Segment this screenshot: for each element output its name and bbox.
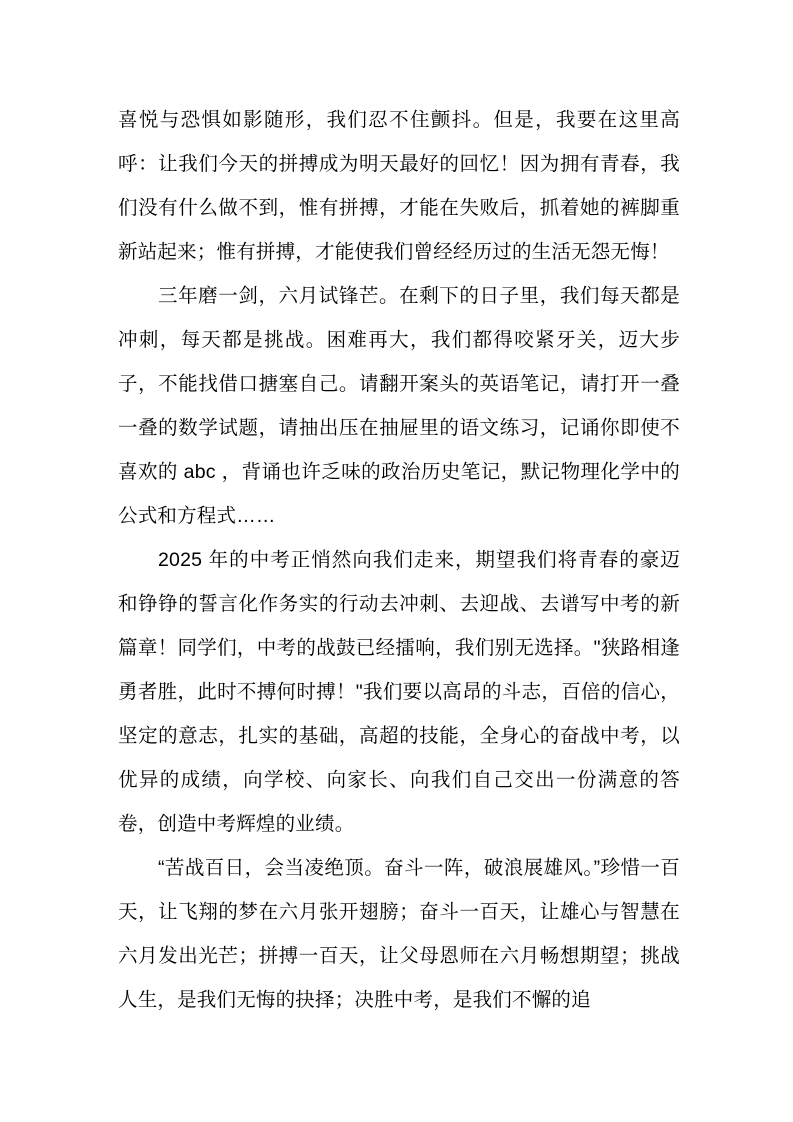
paragraph: 三年磨一剑，六月试锋芒。在剩下的日子里，我们每天都是冲刺，每天都是挑战。困难再大，我们都得咬紧牙关，迈大步子，不能找借口搪塞自己。请翻开案头的英语笔记，请打开一叠一叠的数学试题，请抽出压在抽屉里的语文练习，记诵你即使不喜欢的 abc ，背诵也许乏味的政治历史笔记，默记物理化学中的公式和方程式…… <box>118 285 680 527</box>
paragraph: 2025 年的中考正悄然向我们走来，期望我们将青春的豪迈和铮铮的誓言化作务实的行动去冲刺、去迎战、去谱写中考的新篇章！同学们，中考的战鼓已经擂响，我们别无选择。"狭路相逢勇者胜，此时不搏何时搏！"我们要以高昂的斗志，百倍的信心，坚定的意志，扎实的基础，高超的技能，全身心的奋战中考，以优异的成绩，向学校、向家长、向我们自己交出一份满意的答卷，创造中考辉煌的业绩。 <box>118 549 680 835</box>
page-body <box>118 98 680 1022</box>
paragraph: 喜悦与恐惧如影随形，我们忍不住颤抖。但是，我要在这里高呼：让我们今天的拼搏成为明天最好的回忆！因为拥有青春，我们没有什么做不到，惟有拼搏，才能在失败后，抓着她的裤脚重新站起来；惟有拼搏，才能使我们曾经经历过的生活无怨无悔！ <box>118 109 680 263</box>
paragraph: “苦战百日，会当凌绝顶。奋斗一阵，破浪展雄风。”珍惜一百天，让飞翔的梦在六月张开翅膀；奋斗一百天，让雄心与智慧在六月发出光芒；拼搏一百天，让父母恩师在六月畅想期望；挑战人生，是我们无悔的抉择；决胜中考，是我们不懈的追 <box>118 857 680 1011</box>
